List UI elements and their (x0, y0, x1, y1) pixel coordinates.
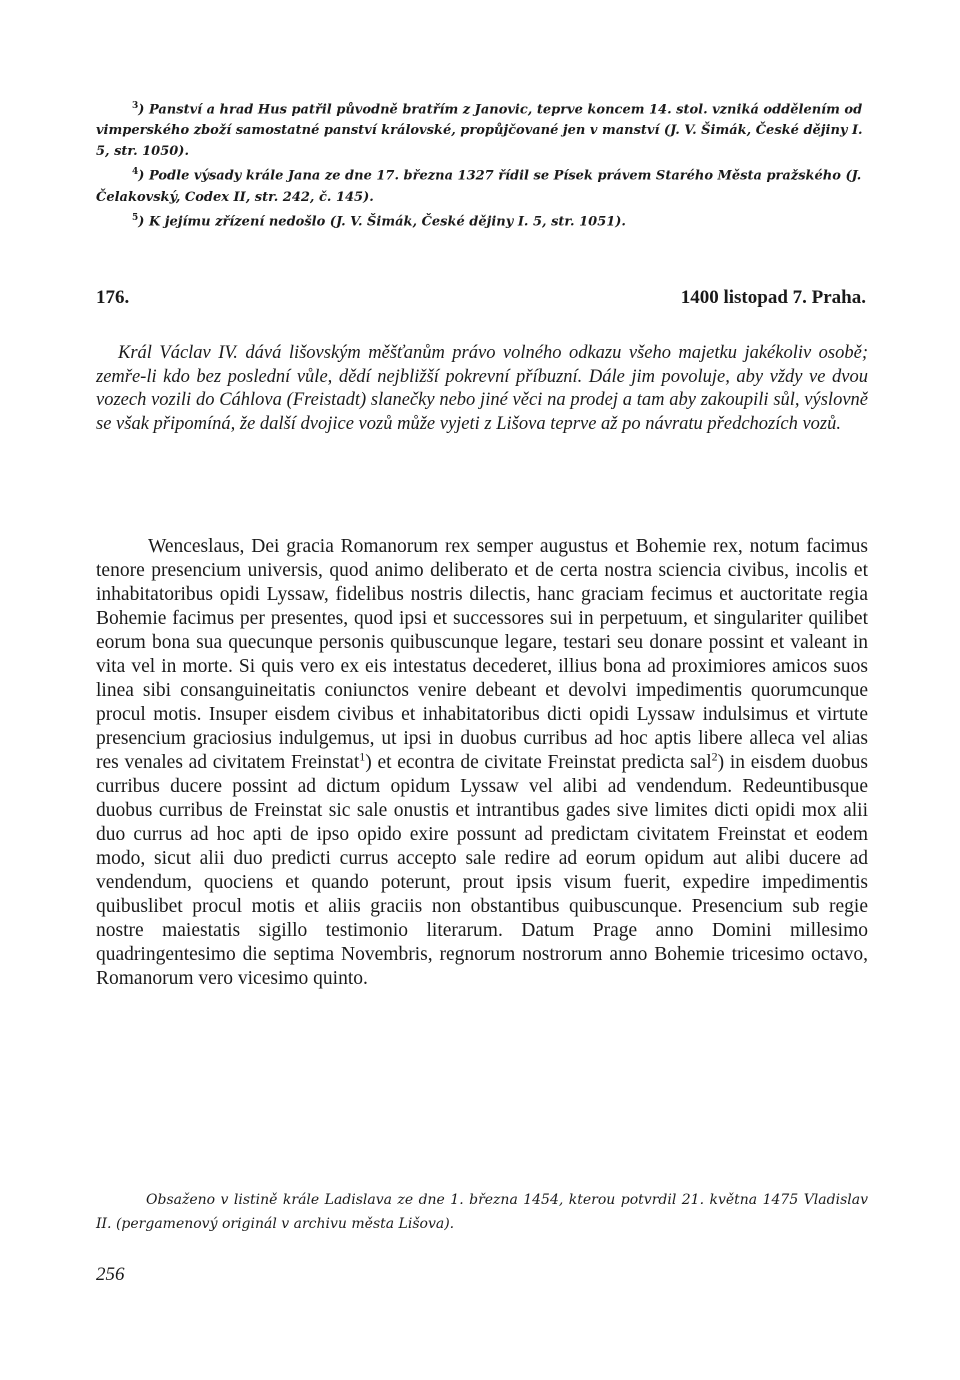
latin-text-part-1: Wenceslaus, Dei gracia Romanorum rex semper augustus et Bohemie rex, notum facimus tenore presencium universis, quod animo deliberato et de certa nostra sciencia civibus, incolis et inhabitatoribus opidi Lyssaw, fidelibus nostris dilectis, hanc graciam fecimus et auctoritate regia Bohemie facimus per presentes, quod ipsi et successores sui in perpetuum, et singulariter quilibet eorum bona sua quecunque personis quibuscunque legare, testari seu donare possint et valeant in vita vel in morte. Si quis vero ex eis intestatus decederet, illius bona ad proximiores amicos suos linea sibi consanguineitatis coniunctos venire debeant et devolvi impedimentis quorumcunque procul motis. Insuper eisdem civibus et inhabitatoribus dicti opidi Lyssaw indulsimus et virtute presencium graciosius indulgemus, ut ipsi in duobus curribus ad hoc aptis libere alleca vel alias res venales ad civitatem Freinstat (96, 536, 868, 773)
regest-summary (96, 342, 868, 436)
latin-charter-text (96, 535, 868, 991)
document-number: 176. (96, 287, 130, 308)
footnote-5 (96, 208, 868, 232)
footnote-ref-1: 1 (359, 749, 366, 764)
source-note (96, 1188, 868, 1236)
latin-text-part-2: ) et econtra de civitate Freinstat predicta sal (365, 752, 712, 773)
footnote-marker: 4 (132, 167, 139, 178)
source-note-text: Obsaženo v listině krále Ladislava ze dne 1. března 1454, kterou potvrdil 21. května 1475 Vladislav II. (pergamenový originál v archivu města Lišova). (96, 1192, 868, 1232)
footnote-marker: 5 (132, 212, 139, 223)
footnote-text: ) Panství a hrad Hus patřil původně bratřím z Janovic, teprve koncem 14. stol. vzniká oddělením od vimperského zboží samostatné panství královské, propůjčované jen v manství (J. V. Šimák, České dějiny I. 5, str. 1050). (96, 102, 863, 160)
footnote-marker: 3 (132, 101, 139, 111)
latin-paragraph (96, 535, 868, 991)
footnote-text: ) K jejímu zřízení nedošlo (J. V. Šimák, České dějiny I. 5, str. 1051). (138, 213, 626, 229)
footnote-text: ) Podle výsady krále Jana ze dne 17. března 1327 řídil se Písek právem Starého Města pražského (J. Čelakovský, Codex II, str. 242, č. 145). (96, 168, 862, 205)
document-date-place: 1400 listopad 7. Praha. (680, 287, 866, 308)
footnote-3 (96, 96, 868, 162)
latin-text-part-3: ) in eisdem duobus curribus ducere possint ad dictum opidum Lyssaw vel alibi ad vendendum. Redeuntibusque duobus curribus de Freinstat sic sale onustis et intrantibus gades sive limites dicti opidi mox alii duo currus ad hoc apti de ipso opido exire possunt ad predictam civitatem Freinstat et eodem modo, sicut alii duo predicti currus accepto sale redire ad eorum opidum aut alibi ducere ad vendendum, quociens et quando poterunt, prout ipsis visum fuerit, expedire impedimentis quibuslibet procul motis et aliis graciis non obstantibus quibuscunque. Presencium sub regie nostre maiestatis sigillo testimonio literarum. Datum Prage anno Domini millesimo quadringentesimo die septima Novembris, regnorum nostrorum anno Bohemie tricesimo octavo, Romanorum vero vicesimo quinto. (96, 752, 868, 989)
footnote-ref-2: 2 (711, 749, 718, 764)
footnote-4 (96, 162, 868, 207)
footnotes (96, 96, 868, 232)
regest-text: Král Václav IV. dává lišovským měšťanům právo volného odkazu všeho majetku jakékoliv osobě; zemře-li kdo bez poslední vůle, dědí nejbližší pokrevní příbuzní. Dále jim povoluje, aby vždy ve dvou vozech vozili do Cáhlova (Freistadt) slanečky nebo jiné věci na prodej a tam aby zakoupili sůl, výslovně se však připomíná, že další dvojice vozů může vyjeti z Lišova teprve až po návratu předchozích vozů. (96, 343, 868, 434)
document-heading (96, 287, 868, 313)
page-number: 256 (96, 1264, 125, 1285)
